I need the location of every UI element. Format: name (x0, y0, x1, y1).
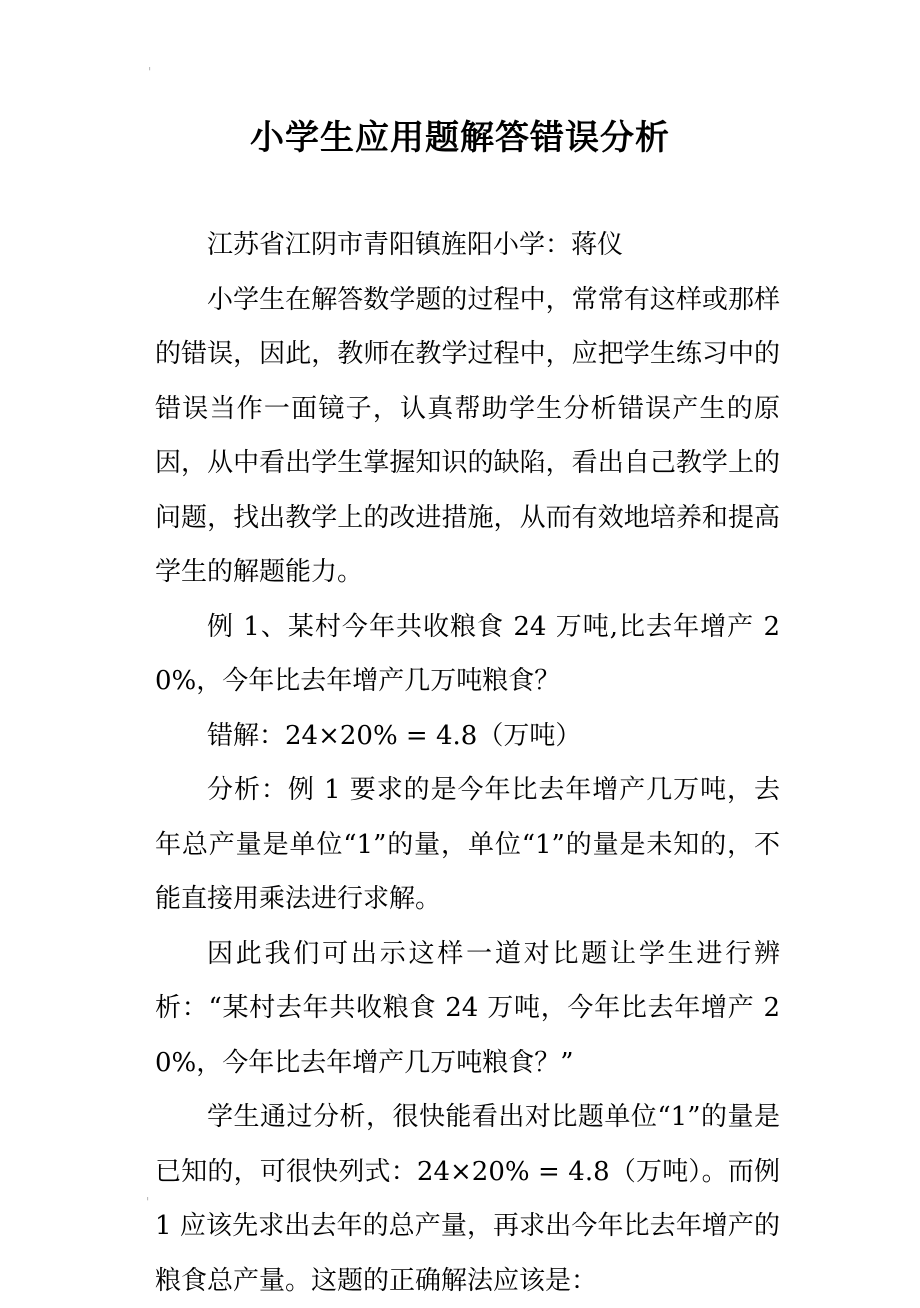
document-body (155, 218, 780, 1308)
corner-mark-top: ' (148, 65, 152, 79)
example-1-question: 例 1、某村今年共收粮食 24 万吨,比去年增产 20%，今年比去年增产几万吨粮食？ (155, 611, 780, 696)
student-analysis-paragraph: 学生通过分析，很快能看出对比题单位“1”的量是已知的，可很快列式：24×20% = 4.8（万吨）。而例 1 应该先求出去年的总产量，再求出今年比去年增产的粮食总产量。这题的正确解法应该是： (155, 1102, 780, 1296)
intro-paragraph: 小学生在解答数学题的过程中，常常有这样或那样的错误，因此，教师在教学过程中，应把学生练习中的错误当作一面镜子，认真帮助学生分析错误产生的原因，从中看出学生掌握知识的缺陷，看出自己教学上的问题，找出教学上的改进措施，从而有效地培养和提高学生的解题能力。 (155, 284, 780, 587)
corner-mark-bottom: ' (146, 1195, 150, 1209)
comparison-question: 因此我们可出示这样一道对比题让学生进行辨析：“某村去年共收粮食 24 万吨，今年比去年增产 20%，今年比去年增产几万吨粮食？” (155, 938, 780, 1078)
author-line: 江苏省江阴市青阳镇旌阳小学：蒋仪 (207, 230, 624, 260)
analysis-paragraph: 分析：例 1 要求的是今年比去年增产几万吨，去年总产量是单位“1”的量，单位“1”的量是未知的，不能直接用乘法进行求解。 (155, 775, 780, 914)
wrong-solution: 错解：24×20% = 4.8（万吨） (207, 720, 582, 751)
document-title: 小学生应用题解答错误分析 (250, 118, 670, 158)
